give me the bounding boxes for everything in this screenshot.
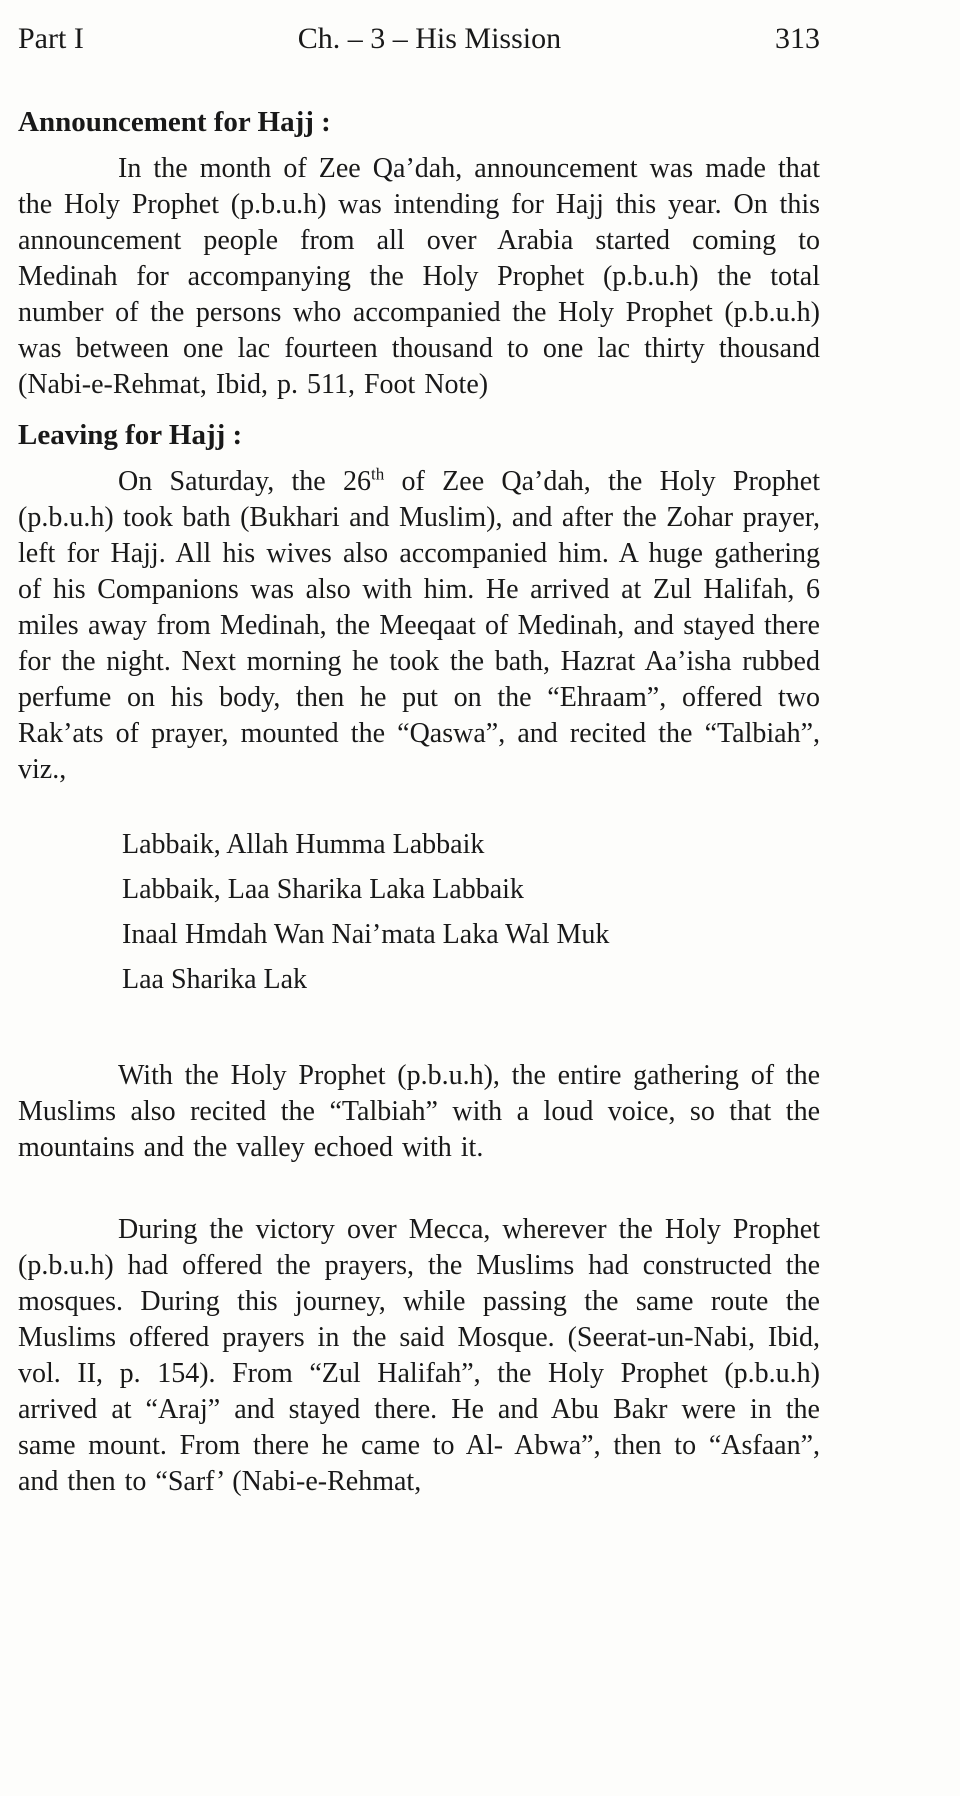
- verse-line: Labbaik, Allah Humma Labbaik: [122, 829, 485, 860]
- paragraph-journey: During the victory over Mecca, wherever the Holy Prophet (p.b.u.h) had offered the prayers, the Muslims had constructed the mosques. During this journey, while passing the same route the Muslims offered prayers in the said Mosque. (Seerat-un-Nabi, Ibid, vol. II, p. 154). From “Zul Halifah”, the Holy Prophet (p.b.u.h) arrived at “Araj” and stayed there. He and Abu Bakr were in the same mount. From there he came to Al- Abwa”, then to “Asfaan”, and then to “Sarf’ (Nabi-e-Rehmat,: [18, 1214, 820, 1497]
- header-part-label: Part I: [18, 22, 84, 55]
- paragraph-leaving: [18, 464, 820, 788]
- section-heading-leaving: Leaving for Hajj :: [18, 419, 243, 451]
- header-chapter-title: Ch. – 3 – His Mission: [297, 22, 562, 55]
- leaving-text-after-ordinal: of Zee Qa’dah, the Holy Prophet (p.b.u.h) took bath (Bukhari and Muslim), and after the Zohar prayer, left for Hajj. All his wives also accompanied him. A huge gathering of his Companions was also with him. He arrived at Zul Halifah, 6 miles away from Medinah, the Meeqaat of Medinah, and stayed there for the night. Next morning he took the bath, Hazrat Aa’isha rubbed perfume on his body, then he put on the “Ehraam”, offered two Rak’ats of prayer, mounted the “Qaswa”, and recited the “Talbiah”, viz.,: [18, 466, 820, 785]
- talbiah-verse-block: [122, 822, 820, 1002]
- paragraph-announcement: In the month of Zee Qa’dah, announcement was made that the Holy Prophet (p.b.u.h) was intending for Hajj this year. On this announcement people from all over Arabia started coming to Medinah for accompanying the Holy Prophet (p.b.u.h) the total number of the persons who accompanied the Holy Prophet (p.b.u.h) was between one lac fourteen thousand to one lac thirty thousand (Nabi-e-Rehmat, Ibid, p. 511, Foot Note): [18, 153, 820, 400]
- running-header: [18, 22, 820, 56]
- leaving-text-before-ordinal: On Saturday, the 26: [118, 466, 372, 497]
- section-heading-announcement: Announcement for Hajj :: [18, 106, 331, 138]
- ordinal-superscript: th: [371, 464, 385, 484]
- header-page-number: 313: [775, 22, 820, 55]
- verse-line: Inaal Hmdah Wan Nai’mata Laka Wal Muk: [122, 919, 610, 950]
- verse-line: Labbaik, Laa Sharika Laka Labbaik: [122, 874, 524, 905]
- paragraph-talbiah-response: With the Holy Prophet (p.b.u.h), the entire gathering of the Muslims also recited the “Talbiah” with a loud voice, so that the mountains and the valley echoed with it.: [18, 1060, 820, 1163]
- verse-line: Laa Sharika Lak: [122, 964, 308, 995]
